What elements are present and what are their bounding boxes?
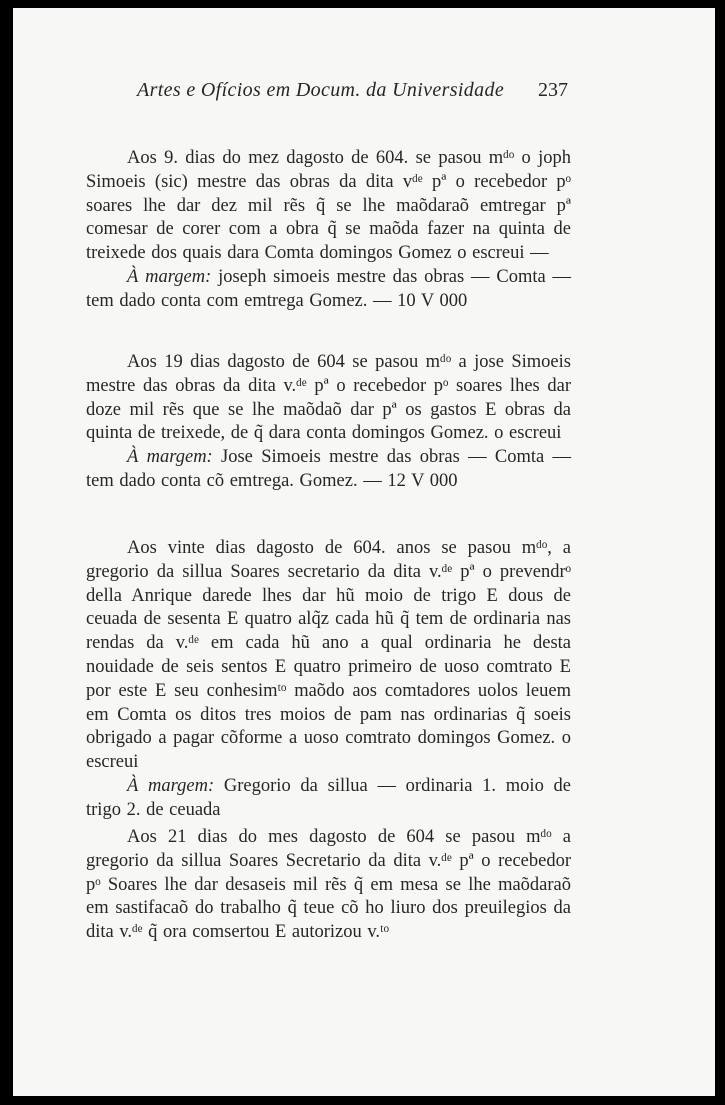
running-title: Artes e Ofícios em Docum. da Universidade: [137, 79, 505, 101]
margin-label: À margem:: [127, 266, 212, 287]
margin-text: Gregorio da sillua — ordinaria 1. moio de trigo 2. de ceuada: [86, 775, 572, 820]
margin-note: [86, 446, 571, 494]
entry-2: [86, 351, 571, 494]
margin-label: À margem:: [127, 775, 215, 796]
document-page: [13, 8, 715, 1096]
margin-text: joseph simoeis mestre das obras — Comta — tem dado conta com emtrega Gomez. — 10 V 000: [86, 266, 572, 311]
margin-label: À margem:: [127, 447, 213, 468]
entry-4: [86, 826, 571, 945]
entry-1: [86, 147, 571, 314]
entry-body: Aos 19 dias dagosto de 604 se pasou mᵈᵒ a jose Simoeis mestre das obras da dita v.ᵈᵉ pª o recebedor pᵒ soares lhes dar doze mil rẽs que se lhe maõdaõ dar pª os gastos E obras da quinta de treixede, de q̃ dara conta domingos Gomez. o escreui: [86, 352, 571, 444]
entry-body: Aos 9. dias do mez dagosto de 604. se pasou mᵈᵒ o joph Simoeis (sic) mestre das obras da dita vᵈᵉ pª o recebedor pᵒ soares lhe dar dez mil rẽs q̃ se lhe maõdaraõ emtregar pª comesar de corer com a obra q̃ se maõda fazer na quinta de treixede dos quais dara Comta domingos Gomez o escreui —: [86, 148, 571, 264]
margin-text: Jose Simoeis mestre das obras — Comta — tem dado conta cõ emtrega. Gomez. — 12 V 000: [86, 447, 572, 491]
running-header: [137, 76, 568, 104]
entry-body: Aos 21 dias do mes dagosto de 604 se pasou mᵈᵒ a gregorio da sillua Soares Secretario da dita v.ᵈᵉ pª o recebedor pᵒ Soares lhe dar desaseis mil rẽs q̃ em mesa se lhe maõdaraõ em sastifacaõ do trabalho q̃ teue cõ ho liuro dos preuilegios da dita v.ᵈᵉ q̃ ora comsertou E autorizou v.ᵗᵒ: [86, 827, 571, 943]
entry-body: Aos vinte dias dagosto de 604. anos se pasou mᵈᵒ, a gregorio da sillua Soares secretario da dita v.ᵈᵉ pª o prevendrᵒ della Anrique darede lhes dar hũ moio de trigo E dous de ceuada de sesenta E quatro alq̃z cada hũ q̃ tem de ordinaria nas rendas da v.ᵈᵉ em cada hũ ano a qual ordinaria he desta nouidade de seis sentos E quatro primeiro de uoso comtrato E por este E seu conhesimᵗᵒ maõdo aos comtadores uolos leuem em Comta os ditos tres moios de pam nas ordinarias q̃ soeis obrigado a pagar cõforme a uoso comtrato domingos Gomez. o escreui: [86, 538, 571, 773]
entry-3: [86, 537, 571, 823]
margin-note: [86, 266, 571, 314]
margin-note: [86, 775, 571, 823]
page-number: 237: [538, 79, 568, 101]
